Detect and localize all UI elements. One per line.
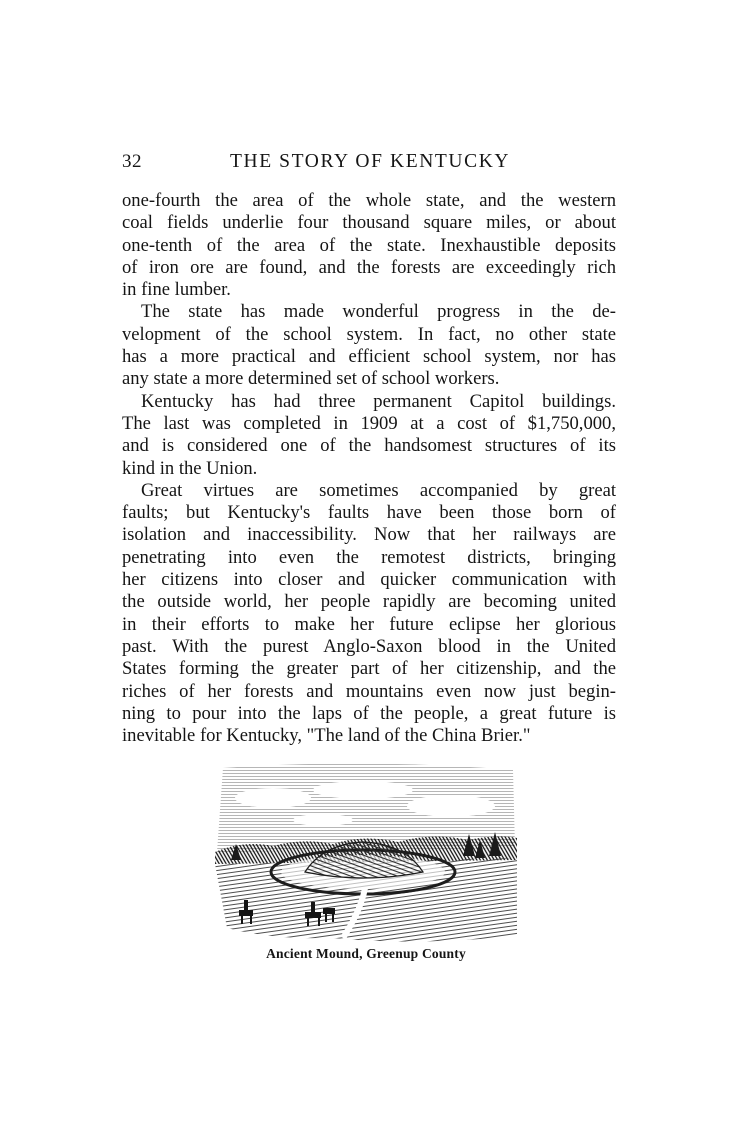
text-line: past. With the purest Anglo-Saxon blood in the United [122, 635, 616, 657]
page-number: 32 [122, 151, 142, 172]
text-line: of iron ore are found, and the forests are exceedingly rich [122, 256, 616, 278]
text-line: has a more practical and efficient school system, nor has [122, 346, 616, 368]
text-line: Kentucky has had three permanent Capitol buildings. [141, 390, 616, 412]
text-line: and is considered one of the handsomest structures of its [122, 435, 616, 457]
running-head: THE STORY OF KENTUCKY [230, 151, 511, 172]
text-line: one-tenth of the area of the state. Inexhaustible deposits [122, 234, 616, 256]
text-line: The last was completed in 1909 at a cost of $1,750,000, [122, 412, 616, 434]
text-line: in fine lumber. [122, 279, 231, 301]
text-line: isolation and inaccessibility. Now that her railways are [122, 524, 616, 546]
text-line: kind in the Union. [122, 457, 258, 479]
text-line: Great virtues are sometimes accompanied by great [141, 479, 616, 501]
text-line: The state has made wonderful progress in the de- [141, 301, 616, 323]
text-line: the outside world, her people rapidly are becoming united [122, 591, 616, 613]
text-line: any state a more determined set of school workers. [122, 368, 500, 390]
text-line: coal fields underlie four thousand square miles, or about [122, 212, 616, 234]
figure-caption: Ancient Mound, Greenup County [266, 946, 466, 961]
body-text [122, 190, 616, 747]
page-header [122, 151, 616, 177]
text-line: States forming the greater part of her citizenship, and the [122, 658, 616, 680]
text-line: velopment of the school system. In fact, no other state [122, 323, 616, 345]
engraving-illustration-icon [213, 760, 519, 946]
text-line: penetrating into even the remotest districts, bringing [122, 546, 616, 568]
text-line: ning to pour into the laps of the people, a great future is [122, 702, 616, 724]
text-line: faults; but Kentucky's faults have been those born of [122, 502, 616, 524]
text-line: her citizens into closer and quicker communication with [122, 569, 616, 591]
text-line: inevitable for Kentucky, "The land of the China Brier." [122, 725, 531, 747]
text-line: riches of her forests and mountains even now just begin- [122, 680, 616, 702]
text-line: in their efforts to make her future eclipse her glorious [122, 613, 616, 635]
text-line: one-fourth the area of the whole state, and the western [122, 190, 616, 211]
figure-ancient-mound [213, 760, 519, 960]
